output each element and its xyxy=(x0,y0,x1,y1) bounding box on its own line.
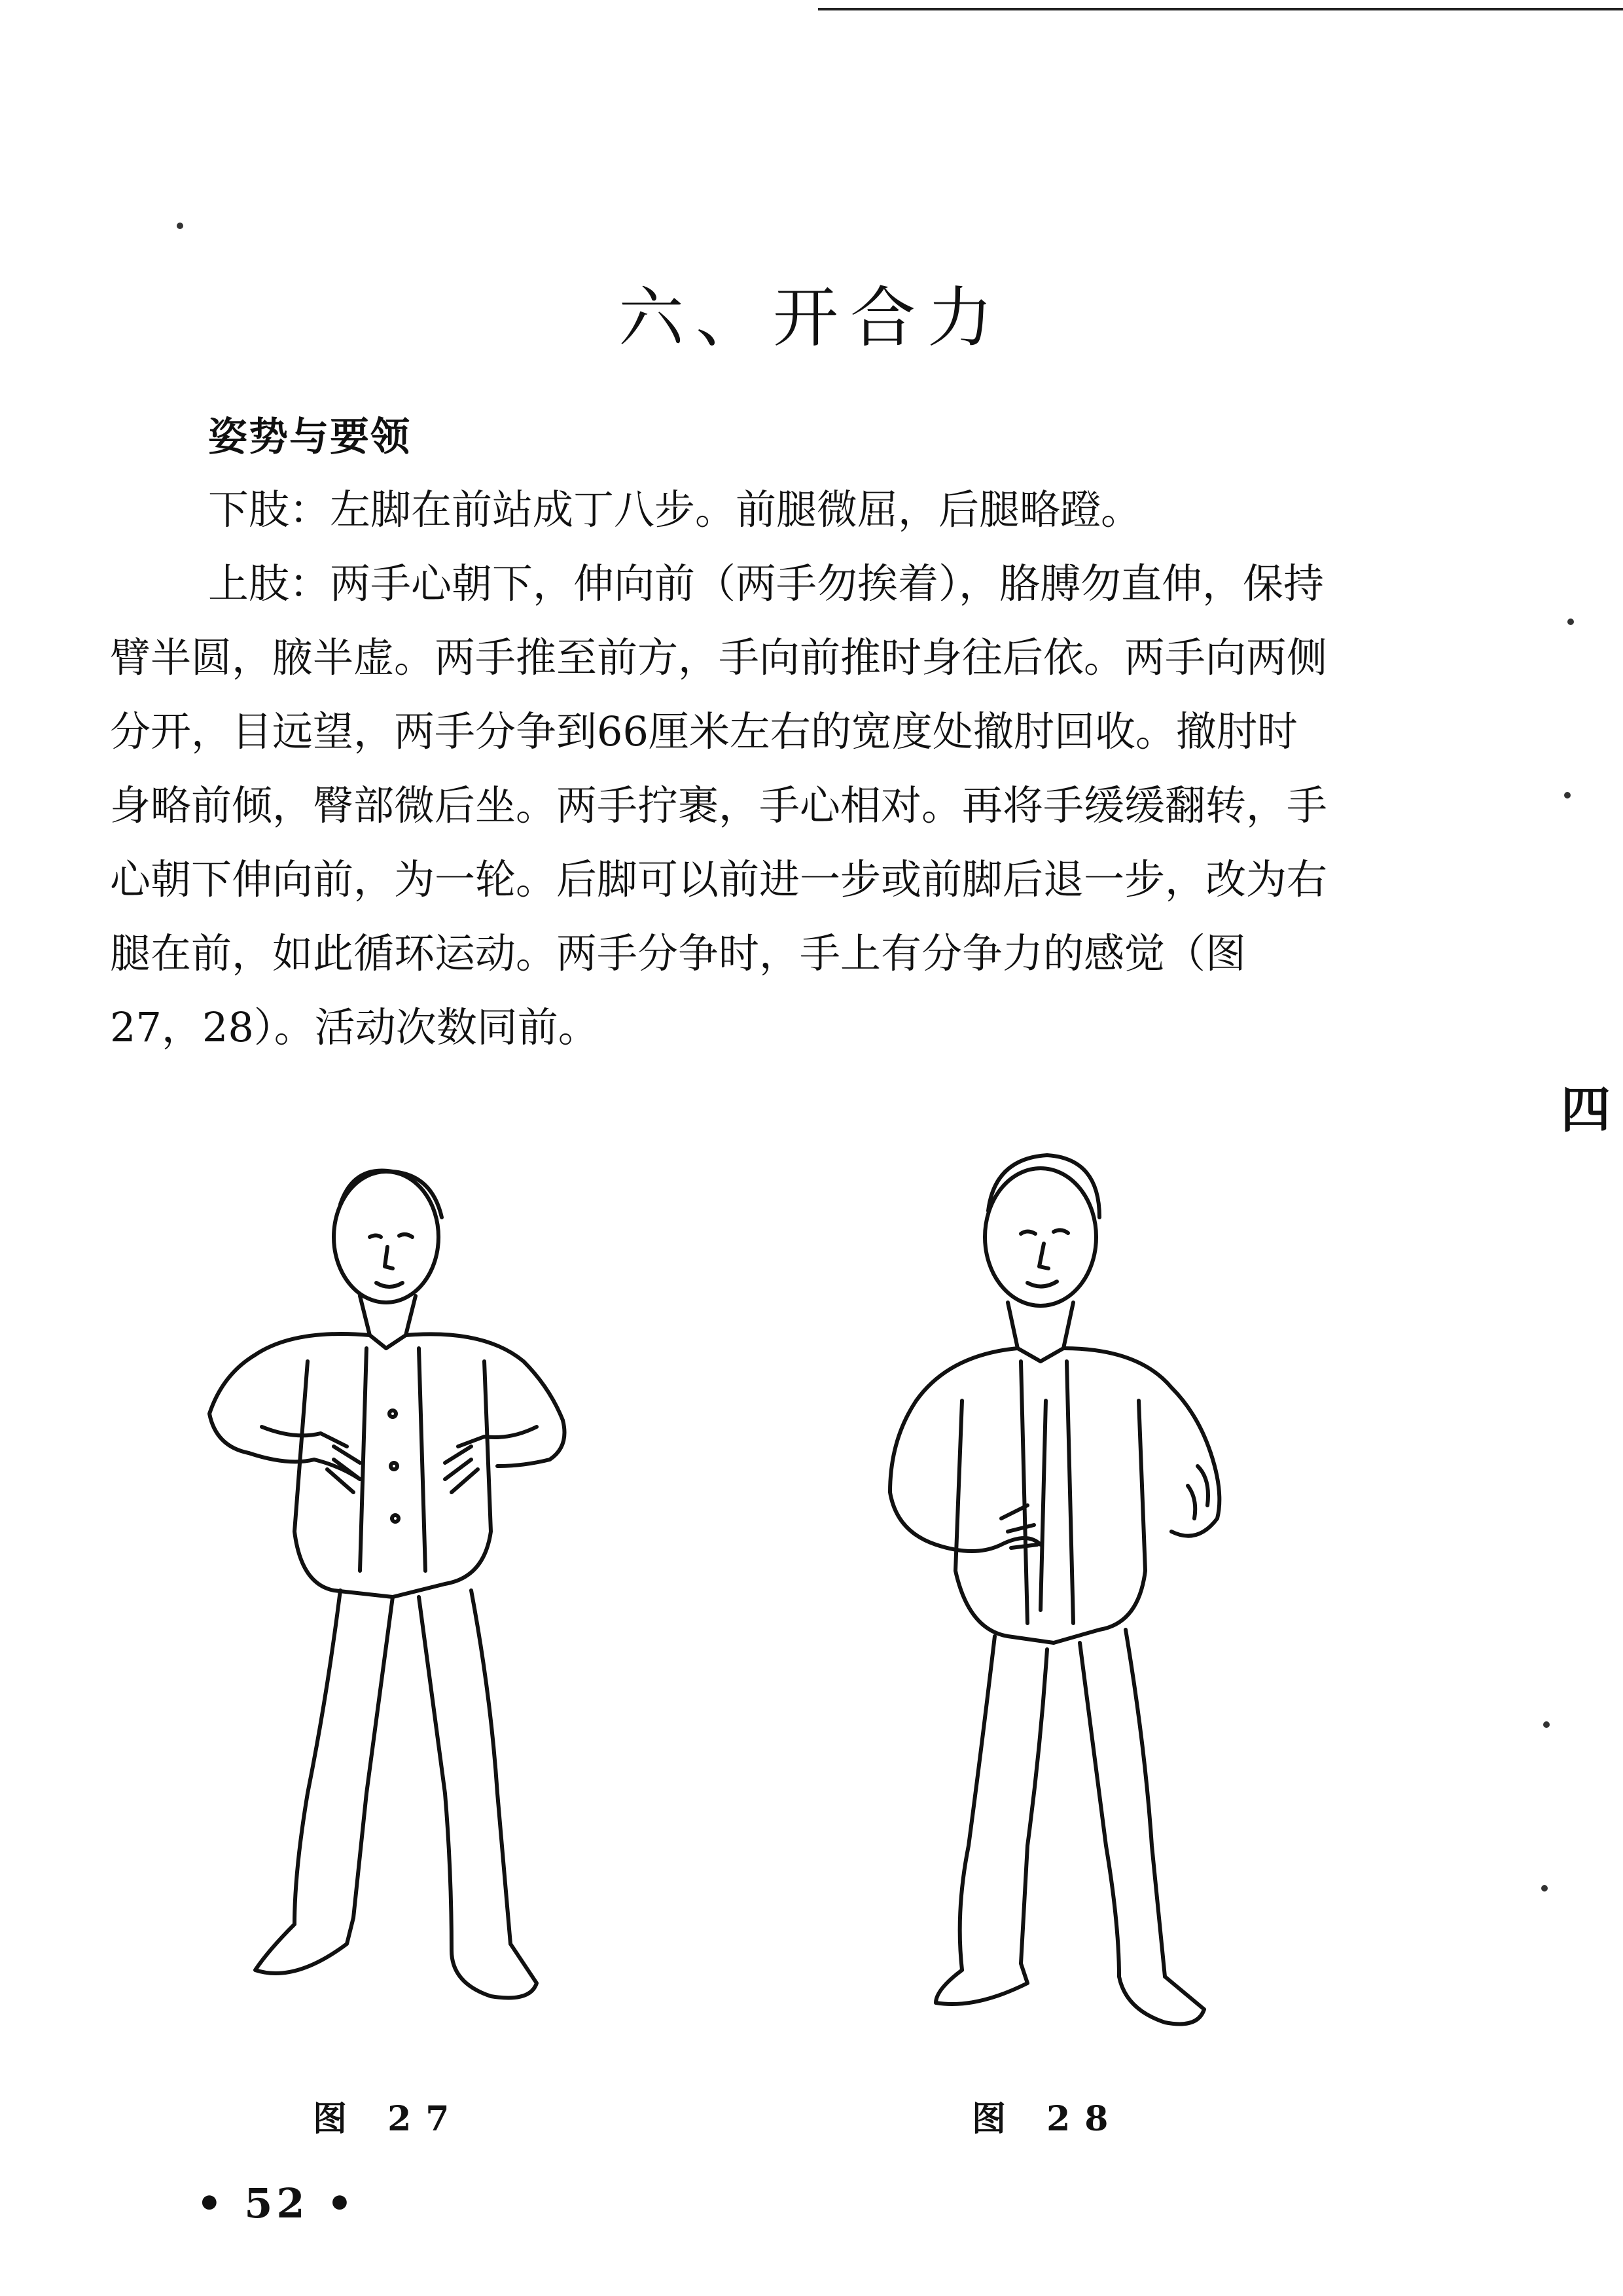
paragraph-text: 下肢：左脚在前站成丁八步。前腿微屈，后腿略蹬。 xyxy=(208,486,1142,533)
figure-28-illustration xyxy=(831,1126,1263,2042)
top-border-line xyxy=(818,8,1623,10)
scan-speck xyxy=(177,223,183,229)
paragraph-lower-limbs xyxy=(110,473,1337,547)
paragraph-upper-limbs xyxy=(110,547,1337,1064)
figure-27-illustration xyxy=(144,1139,615,2042)
scan-speck xyxy=(1567,619,1574,625)
figure-27-caption: 图 27 xyxy=(313,2099,464,2139)
page-title: 六、开合力 xyxy=(618,279,1005,356)
paragraph-text: 上肢：两手心朝下，伸向前（两手勿挨着），胳膊勿直伸，保持臂半圆，腋半虚。两手推至前方，手向前推时身往后依。两手向两侧分开，目远望，两手分争到66厘米左右的宽度处撤肘回收。撤肘时身略前倾，臀部微后坐。两手拧裹，手心相对。再将手缓缓翻转，手心朝下伸向前，为一轮。后脚可以前进一步或前脚后退一步，改为右腿在前，如此循环运动。两手分争时，手上有分争力的感觉（图27，28）。活动次数同前。 xyxy=(110,560,1328,1051)
scan-speck xyxy=(1541,1885,1548,1892)
scan-speck xyxy=(1564,792,1571,798)
figure-28-caption: 图 28 xyxy=(972,2099,1123,2139)
side-tab-glyph: 四 xyxy=(1561,1081,1611,1139)
page-number: • 52 • xyxy=(196,2179,357,2227)
section-heading: 姿势与要领 xyxy=(208,414,411,460)
scan-speck xyxy=(1543,1721,1550,1728)
